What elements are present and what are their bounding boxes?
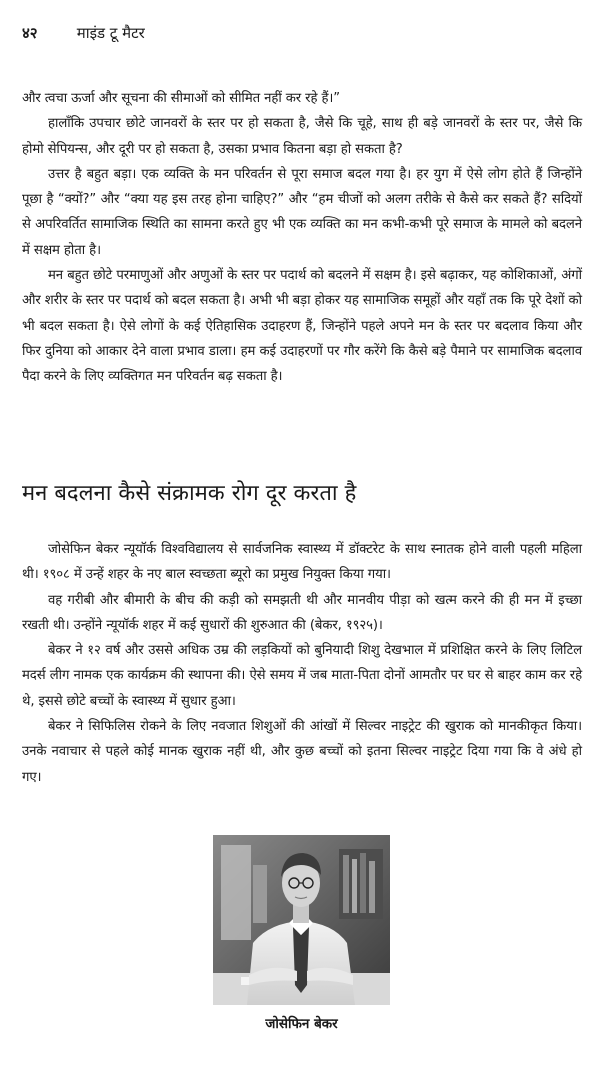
page-number: ४२ [22,24,38,42]
portrait-photo [213,835,390,1005]
paragraph: बेकर ने सिफिलिस रोकने के लिए नवजात शिशुओं की आंखों में सिल्वर नाइट्रेट की खुराक को मानकीकृत किया। उनके नवाचार से पहले कोई मानक खुराक नहीं थी, और कुछ बच्चों को इतना सिल्वर नाइट्रेट दिया गया कि वे अंधे हो गए। [22,719,582,785]
paragraph: वह गरीबी और बीमारी के बीच की कड़ी को समझती थी और मानवीय पीड़ा को खत्म करने की ही मन में इच्छा रखती थी। उन्होंने न्यूयॉर्क शहर में कई सुधारों की शुरुआत की (बेकर, १९२५)। [22,592,582,633]
body-text [22,86,582,390]
photo-caption: जोसेफिन बेकर [265,1016,338,1032]
shelf-object [253,865,267,923]
figure-tie [293,927,309,993]
paragraph: मन बहुत छोटे परमाणुओं और अणुओं के स्तर पर पदार्थ को बदलने में सक्षम है। इसे बढ़ाकर, यह कोशिकाओं, अंगों और शरीर के स्तर पर पदार्थ को बदल सकता है। अभी भी बड़ा होकर यह सामाजिक समूहों और यहाँ तक कि पूरे देशों को भी बदल सकता है। ऐसे लोगों के कई ऐतिहासिक उदाहरण हैं, जिन्होंने पहले अपने मन के स्तर पर बदलाव किया और फिर दुनिया को आकार देने वाला प्रभाव डाला। हम कई उदाहरणों पर गौर करेंगे कि कैसे बड़े पैमाने पर सामाजिक बदलाव पैदा करने के लिए व्यक्तिगत मन परिवर्तन बढ़ सकता है। [22,268,582,385]
book-title: माइंड टू मैटर [76,24,145,42]
portrait-illustration [213,835,390,1005]
lamp-shade [221,845,251,940]
paragraph: और त्वचा ऊर्जा और सूचना की सीमाओं को सीमित नहीं कर रहे हैं।” [22,91,340,106]
book-spine [369,861,375,913]
running-head [22,22,582,44]
book-spine [352,859,357,913]
book-spine [360,853,366,913]
paragraph: बेकर ने १२ वर्ष और उससे अधिक उम्र की लड़कियों को बुनियादी शिशु देखभाल में प्रशिक्षित करने के लिए लिटिल मदर्स लीग नामक एक कार्यक्रम की स्थापना की। ऐसे समय में जब माता-पिता दोनों आमतौर पर घर से बाहर काम कर रहे थे, इससे छोटे बच्चों के स्वास्थ्य में सुधार हुआ। [22,643,582,709]
paragraph: उत्तर है बहुत बड़ा। एक व्यक्ति के मन परिवर्तन से पूरा समाज बदल गया है। हर युग में ऐसे लोग होते हैं जिन्होंने पूछा है “क्यों?” और “क्या यह इस तरह होना चाहिए?” और “हम चीजों को अलग तरीके से कैसे कर सकते हैं? सदियों से अपरिवर्तित सामाजिक स्थिति का सामना करते हुए भी एक व्यक्ति का मन कभी-कभी पूरे समाज के मामले को बदलने में सक्षम होता है। [22,166,582,258]
book-spine [343,855,349,913]
paragraph: हालाँकि उपचार छोटे जानवरों के स्तर पर हो सकता है, जैसे कि चूहे, साथ ही बड़े जानवरों के स्तर पर, जैसे कि होमो सेपियन्स, और दूरी पर हो सकता है, उसका प्रभाव कितना बड़ा हो सकता है? [22,116,582,157]
section-heading: मन बदलना कैसे संक्रामक रोग दूर करता है [22,481,357,506]
paragraph: जोसेफिन बेकर न्यूयॉर्क विश्वविद्यालय से सार्वजनिक स्वास्थ्य में डॉक्टरेट के साथ स्नातक होने वाली पहली महिला थी। १९०८ में उन्हें शहर के नए बाल स्वच्छता ब्यूरो का प्रमुख नियुक्त किया गया। [22,542,582,583]
section-body-text [22,537,582,790]
